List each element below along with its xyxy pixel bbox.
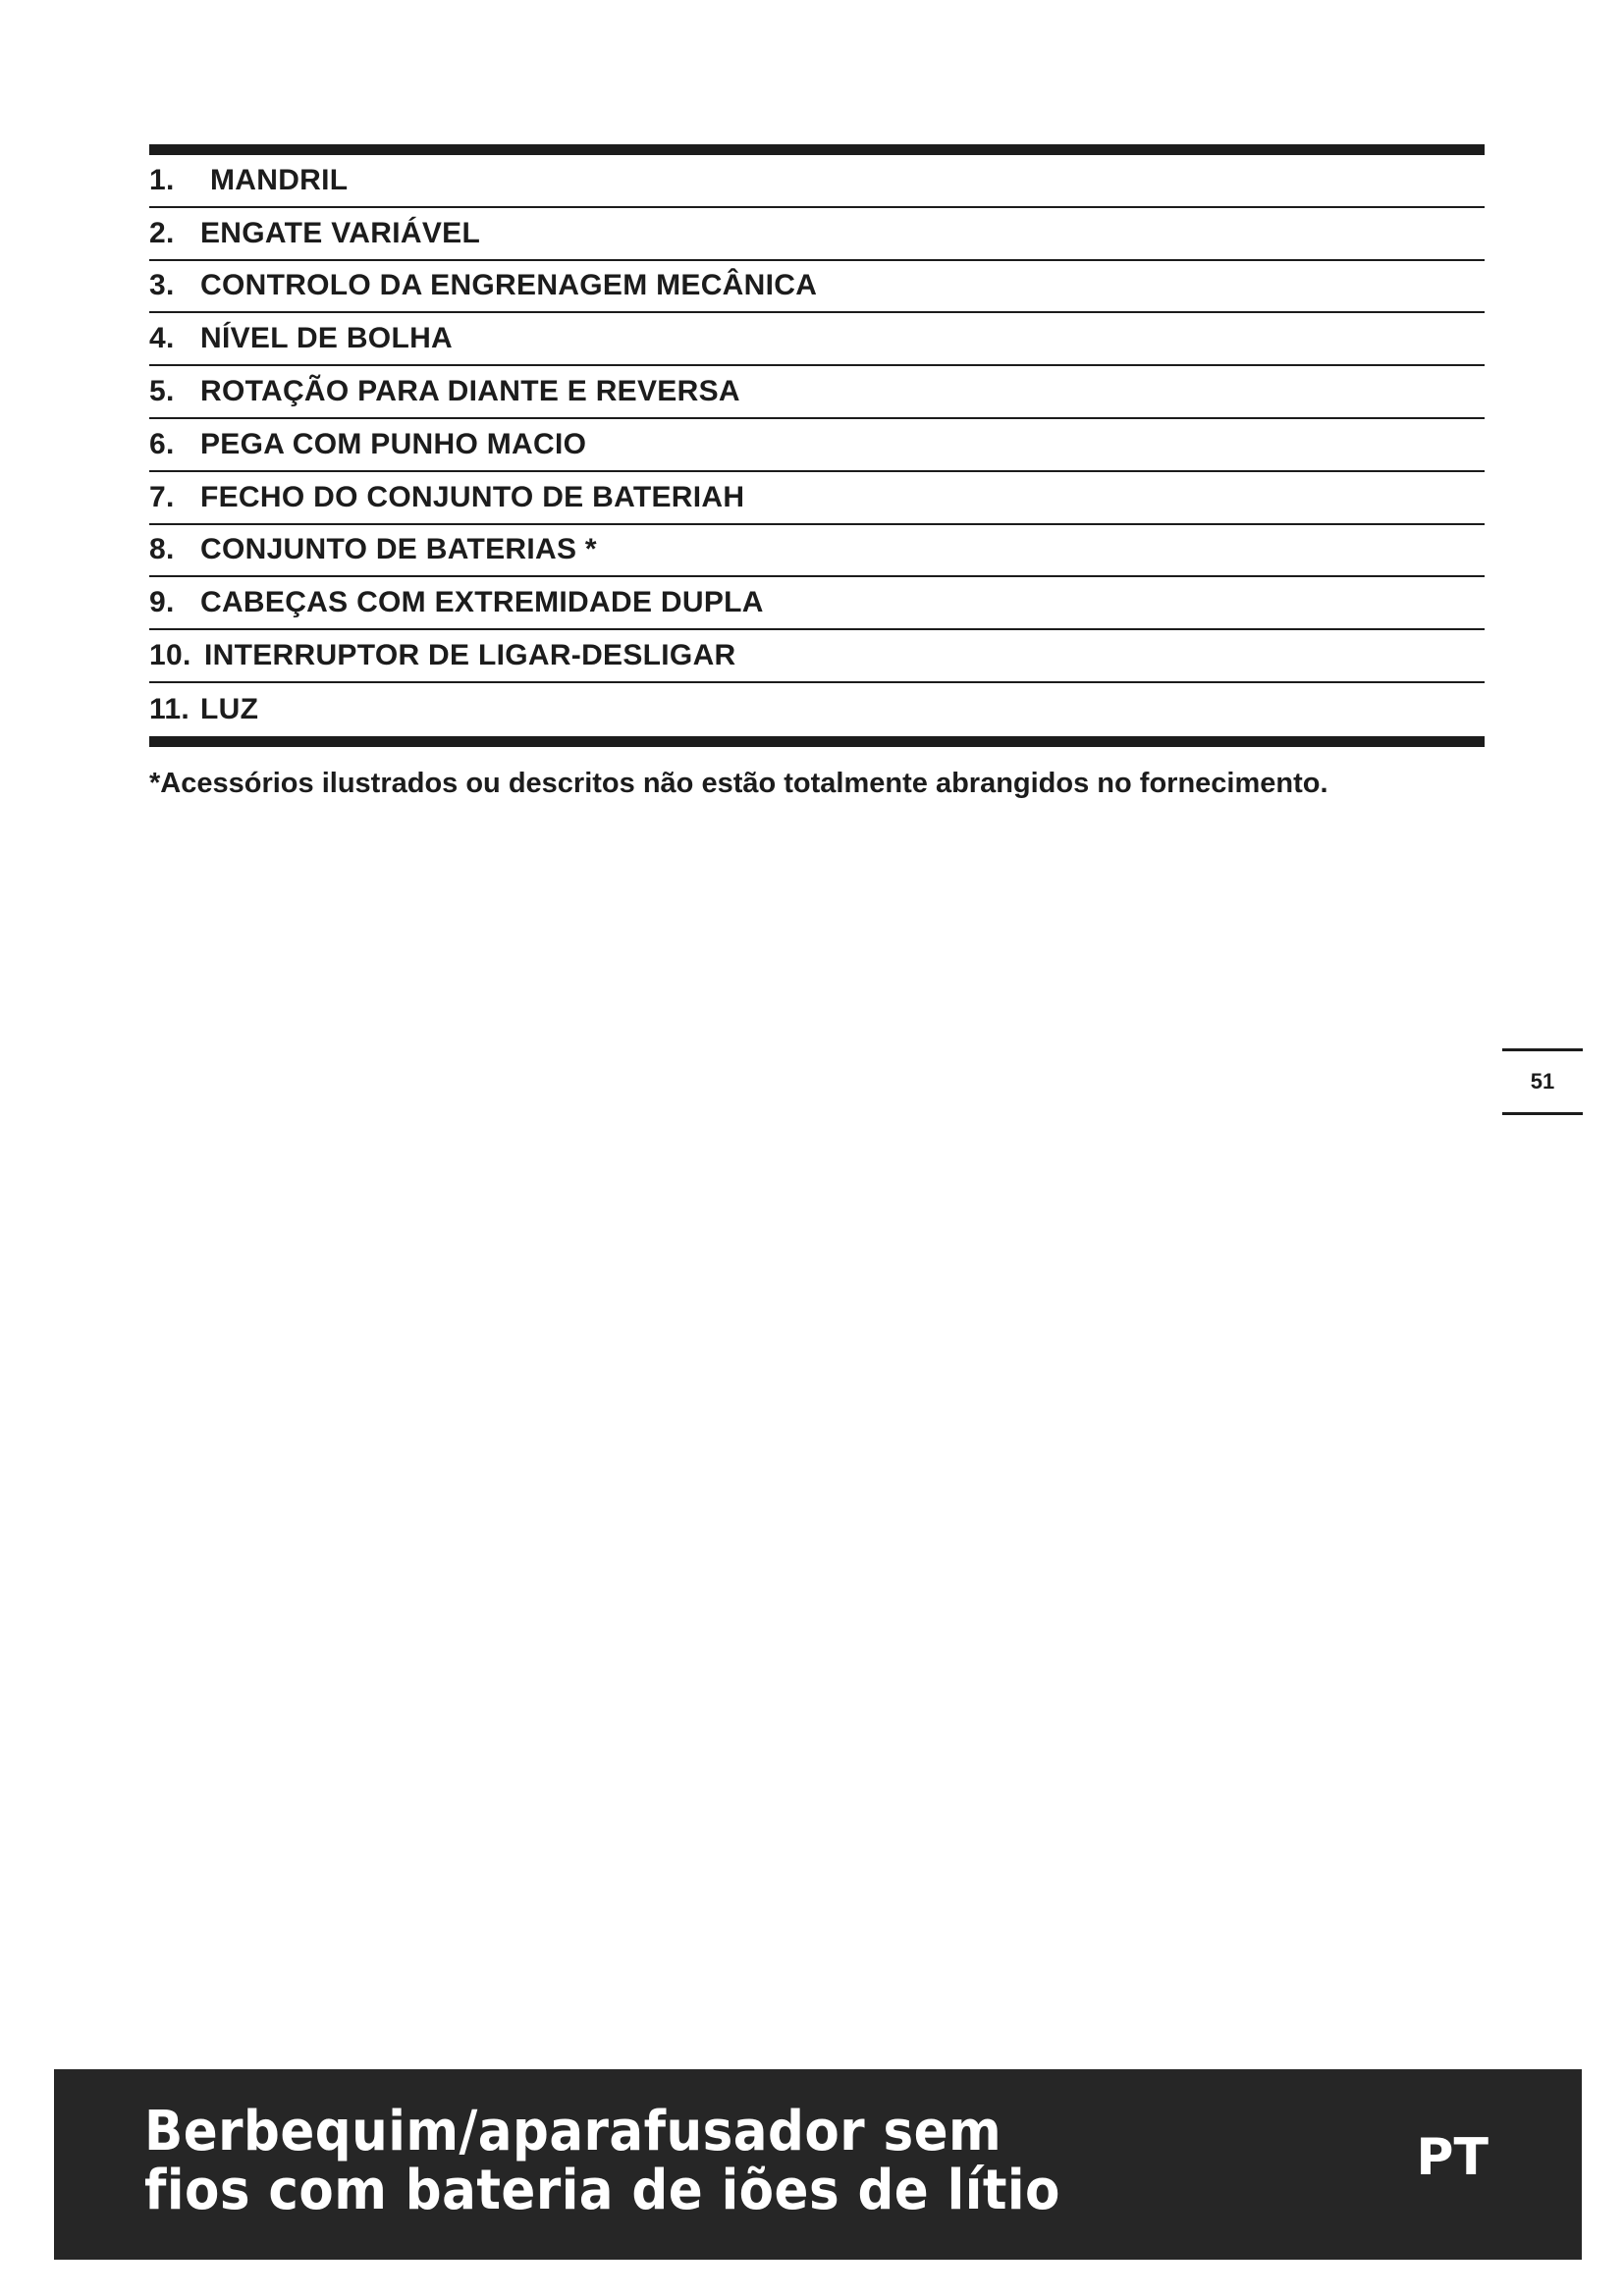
parts-item-label: MANDRIL (210, 163, 349, 196)
parts-item-label: FECHO DO CONJUNTO DE BATERIAH (200, 480, 745, 513)
accessories-footnote: *Acessórios ilustrados ou descritos não estão totalmente abrangidos no fornecimento. (149, 768, 1328, 799)
product-title-line-1: Berbequim/aparafusador sem (144, 2100, 1002, 2163)
parts-item-number: 2. (149, 216, 175, 249)
parts-list-item (149, 261, 1485, 314)
parts-list-item (149, 525, 1485, 578)
parts-list (149, 144, 1485, 747)
parts-list-item (149, 419, 1485, 472)
parts-item-label: PEGA COM PUNHO MACIO (200, 427, 587, 460)
parts-item-number: 7. (149, 480, 175, 513)
parts-item-number: 5. (149, 375, 175, 408)
parts-item-label: INTERRUPTOR DE LIGAR-DESLIGAR (204, 639, 736, 672)
parts-item-label: CONTROLO DA ENGRENAGEM MECÂNICA (200, 269, 818, 302)
parts-item-label: NÍVEL DE BOLHA (200, 322, 454, 355)
page-number: 51 (1530, 1069, 1555, 1094)
parts-item-number: 9. (149, 586, 175, 619)
parts-item-number: 8. (149, 533, 175, 566)
parts-item-number: 1. (149, 163, 175, 196)
parts-item-number: 10. (149, 639, 191, 672)
parts-list-item (149, 577, 1485, 630)
parts-item-label: CONJUNTO DE BATERIAS * (200, 533, 597, 566)
parts-list-item (149, 155, 1485, 208)
parts-list-item (149, 313, 1485, 366)
parts-item-number: 4. (149, 322, 175, 355)
parts-item-number: 3. (149, 269, 175, 302)
parts-list-item (149, 683, 1485, 736)
parts-list-item (149, 472, 1485, 525)
parts-list-item (149, 630, 1485, 683)
parts-item-number: 6. (149, 427, 175, 460)
product-title (144, 2100, 1060, 2222)
parts-item-label: LUZ (200, 692, 259, 725)
parts-item-label: ENGATE VARIÁVEL (200, 216, 481, 249)
parts-item-number: 11. (149, 692, 189, 725)
language-code: PT (1416, 2128, 1489, 2187)
page-number-box (1502, 1048, 1583, 1115)
product-title-line-2: fios com bateria de iões de lítio (144, 2159, 1060, 2222)
parts-item-label: ROTAÇÃO PARA DIANTE E REVERSA (200, 375, 740, 408)
parts-item-label: CABEÇAS COM EXTREMIDADE DUPLA (200, 586, 764, 619)
parts-list-item (149, 366, 1485, 419)
product-title-banner (54, 2069, 1582, 2260)
parts-list-item (149, 208, 1485, 261)
